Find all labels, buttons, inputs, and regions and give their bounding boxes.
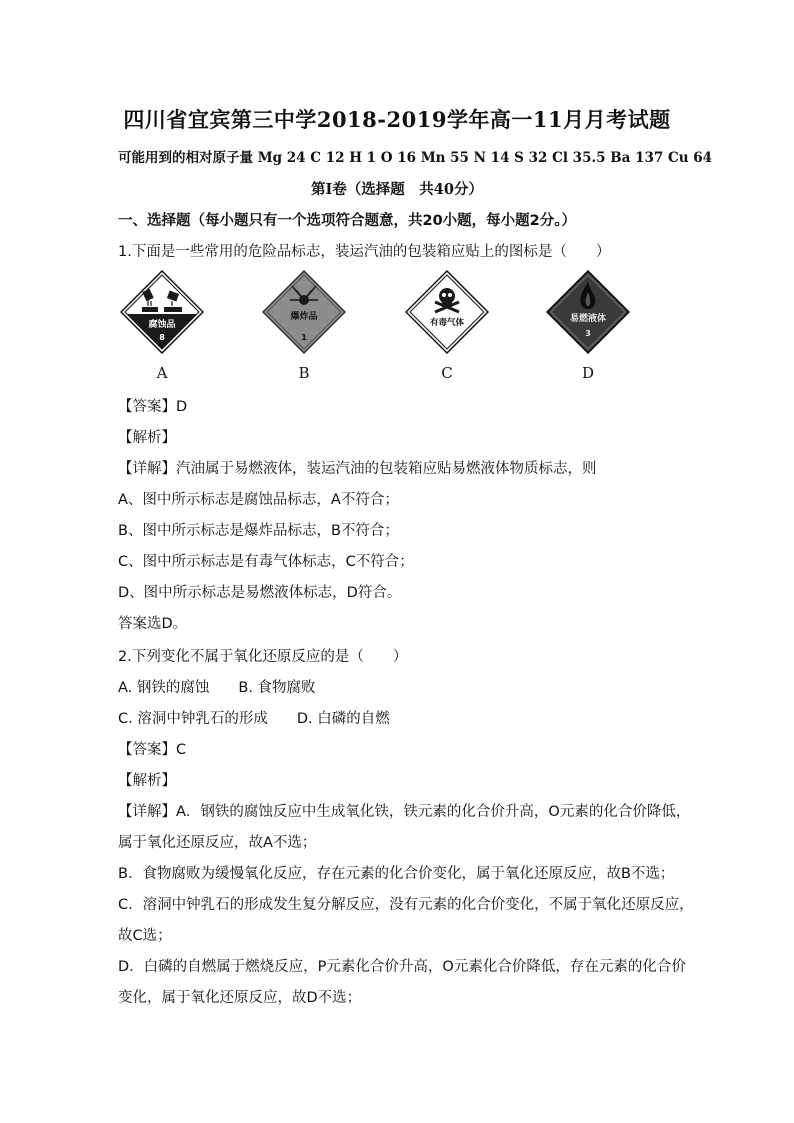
q2-explanation-line: D．白磷的自燃属于燃烧反应，P元素化合价升高，O元素化合价降低，存在元素的化合价 <box>118 959 686 975</box>
hazard-sign-toxic-gas <box>405 270 489 354</box>
atomic-masses-line: 可能用到的相对原子量 Mg 24 C 12 H 1 O 16 Mn 55 N 14 S 32 Cl 35.5 Ba 137 Cu 64 <box>118 150 713 166</box>
q2-explanation-line: 【详解】A．钢铁的腐蚀反应中生成氧化铁，铁元素的化合价升高，O元素的化合价降低， <box>118 804 691 820</box>
q2-options-row-2: C. 溶洞中钟乳石的形成 D. 白磷的自燃 <box>118 711 390 727</box>
q2-explanation-line: B．食物腐败为缓慢氧化反应，存在元素的化合价变化，属于氧化还原反应，故B不选； <box>118 866 675 882</box>
q1-explanation-line: B、图中所示标志是爆炸品标志，B不符合； <box>118 523 399 539</box>
sign-a-label: 腐蚀品 <box>148 320 176 330</box>
q1-answer: 【答案】D <box>118 399 188 415</box>
q1-detail: 【详解】汽油属于易燃液体，装运汽油的包装箱应贴易燃液体物质标志，则 <box>118 461 597 477</box>
sign-d-label: 易燃液体 <box>569 314 607 324</box>
q2-explanation-line: C．溶洞中钟乳石的形成发生复分解反应，没有元素的化合价变化，不属于氧化还原反应， <box>118 897 694 913</box>
q1-explanation-line: D、图中所示标志是易燃液体标志，D符合。 <box>118 585 402 601</box>
volume-heading: 第Ⅰ卷（选择题 共40分） <box>311 181 483 198</box>
option-letter-a: A <box>156 364 168 382</box>
page-title: 四川省宜宾第三中学2018-2019学年高一11月月考试题 <box>123 107 671 132</box>
q2-explanation-line: 变化，属于氧化还原反应，故D不选； <box>118 990 362 1006</box>
q1-analysis-label: 【解析】 <box>118 430 176 446</box>
sign-d-number: 3 <box>585 329 591 338</box>
q2-explanation-line: 属于氧化还原反应，故A不选； <box>118 835 317 851</box>
option-letter-b: B <box>298 364 310 382</box>
q2-answer: 【答案】C <box>118 742 187 758</box>
sign-b-label: 爆炸品 <box>290 312 318 322</box>
sign-a-number: 8 <box>159 333 165 342</box>
q1-conclusion: 答案选D。 <box>118 616 188 632</box>
q2-stem: 2.下列变化不属于氧化还原反应的是（ ） <box>118 649 408 665</box>
sign-b-number: 1 <box>301 333 307 342</box>
q2-explanation-line: 故C选； <box>118 928 172 944</box>
sign-c-label: 有毒气体 <box>429 318 465 328</box>
section-heading: 一、选择题（每小题只有一个选项符合题意，共20小题，每小题2分。） <box>118 213 577 229</box>
q1-explanation-line: C、图中所示标志是有毒气体标志，C不符合； <box>118 554 414 570</box>
hazard-sign-explosive <box>262 270 346 354</box>
option-letter-c: C <box>441 364 453 382</box>
q2-options-row-1: A. 钢铁的腐蚀 B. 食物腐败 <box>118 680 316 696</box>
q1-stem: 1.下面是一些常用的危险品标志，装运汽油的包装箱应贴上的图标是（ ） <box>118 244 611 260</box>
hazard-sign-corrosive <box>120 270 204 354</box>
hazard-sign-flammable-liquid <box>546 270 630 354</box>
q2-analysis-label: 【解析】 <box>118 773 176 789</box>
q1-explanation-line: A、图中所示标志是腐蚀品标志，A不符合； <box>118 492 399 508</box>
option-letter-d: D <box>581 364 595 382</box>
